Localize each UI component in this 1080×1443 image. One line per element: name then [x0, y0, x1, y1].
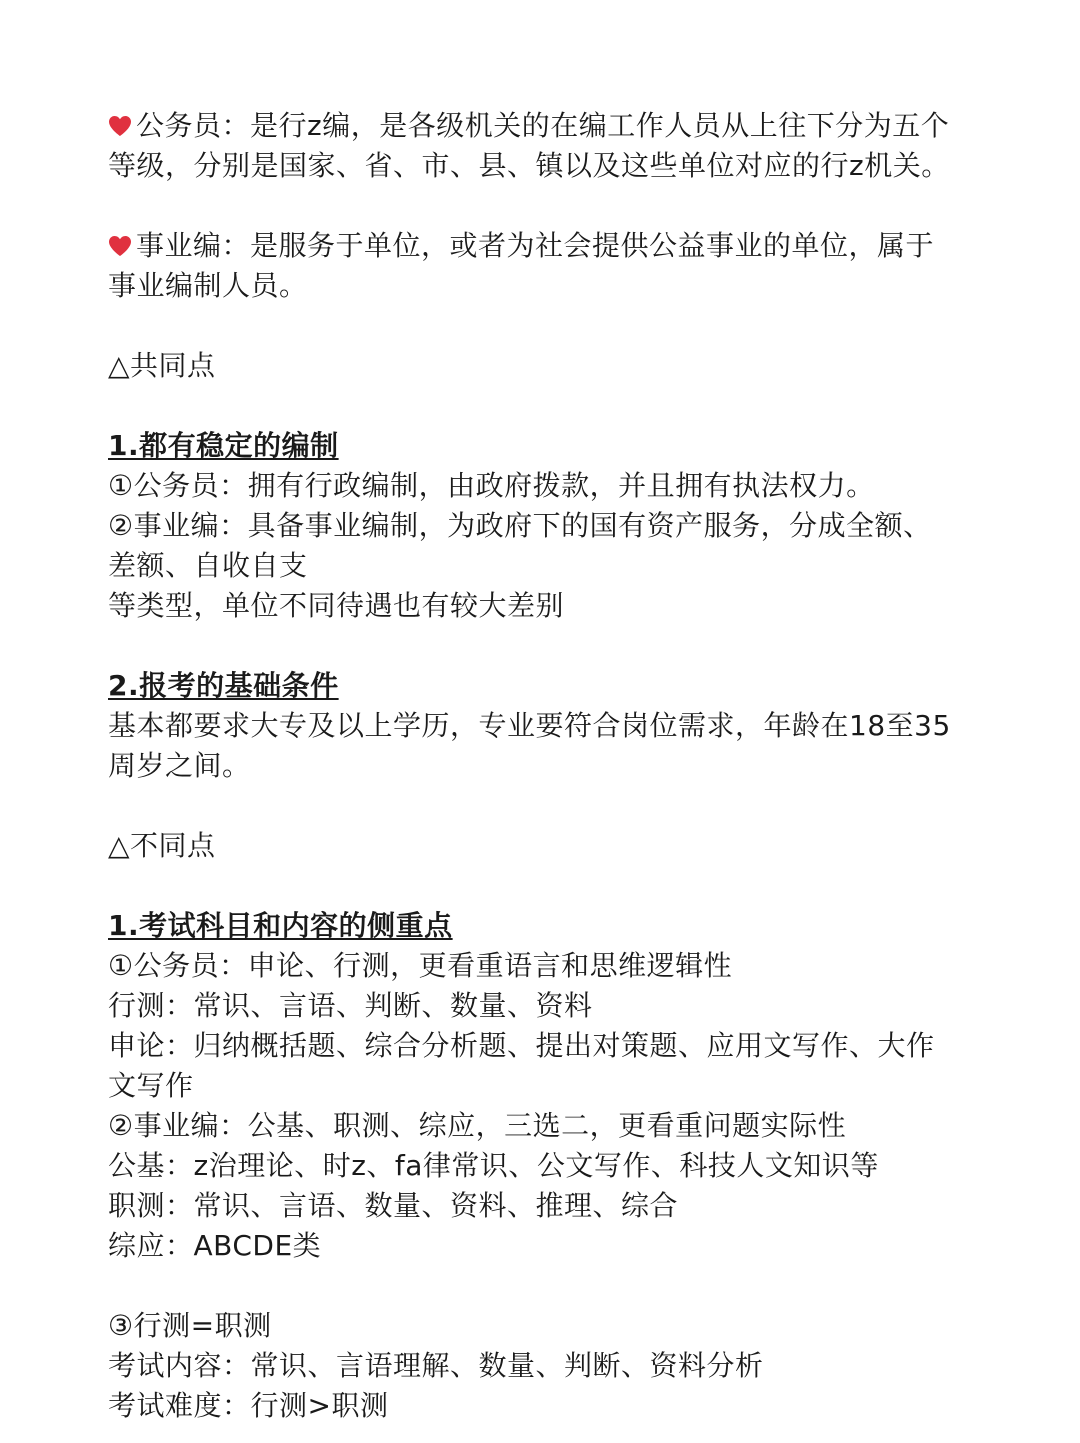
diff-3-line: 考试难度：行测>职测	[108, 1389, 389, 1422]
civil-servant-line-2: 等级，分别是国家、省、市、县、镇以及这些单位对应的行z机关。	[108, 149, 950, 182]
public-institution-text-1: 事业编：是服务于单位，或者为社会提供公益事业的单位，属于	[136, 229, 935, 262]
diff-1-line: 文写作	[108, 1069, 194, 1102]
public-institution-line-1	[108, 226, 978, 266]
heart-icon	[108, 235, 132, 257]
diff-3-line: ③行测=职测	[108, 1309, 272, 1342]
common-1-line: 差额、自收自支	[108, 549, 308, 582]
diff-1-line: 行测：常识、言语、判断、数量、资料	[108, 989, 593, 1022]
common-1-line: 等类型，单位不同待遇也有较大差别	[108, 589, 565, 622]
common-1-line: ②事业编：具备事业编制，为政府下的国有资产服务，分成全额、	[108, 509, 932, 542]
common-2-line: 基本都要求大专及以上学历，专业要符合岗位需求，年龄在18至35	[108, 709, 951, 742]
differences-title: △不同点	[108, 829, 216, 862]
civil-servant-line-1	[108, 106, 978, 146]
diff-1-line: ②事业编：公基、职测、综应，三选二，更看重问题实际性	[108, 1109, 847, 1142]
diff-1-line: ①公务员：申论、行测，更看重语言和思维逻辑性	[108, 949, 733, 982]
diff-heading-1: 1.考试科目和内容的侧重点	[108, 909, 453, 942]
diff-1-line: 职测：常识、言语、数量、资料、推理、综合	[108, 1189, 679, 1222]
common-heading-2: 2.报考的基础条件	[108, 669, 339, 702]
common-heading-1: 1.都有稳定的编制	[108, 429, 339, 462]
diff-3-line: 考试内容：常识、言语理解、数量、判断、资料分析	[108, 1349, 764, 1382]
diff-1-line: 申论：归纳概括题、综合分析题、提出对策题、应用文写作、大作	[108, 1029, 935, 1062]
civil-servant-text-1: 公务员：是行z编，是各级机关的在编工作人员从上往下分为五个	[136, 109, 950, 142]
public-institution-line-2: 事业编制人员。	[108, 269, 308, 302]
document-body	[108, 106, 978, 1426]
diff-1-line: 公基：z治理论、时z、fa律常识、公文写作、科技人文知识等	[108, 1149, 879, 1182]
common-points-title: △共同点	[108, 349, 216, 382]
diff-1-line: 综应：ABCDE类	[108, 1229, 322, 1262]
common-2-line: 周岁之间。	[108, 749, 251, 782]
heart-icon	[108, 115, 132, 137]
common-1-line: ①公务员：拥有行政编制，由政府拨款，并且拥有执法权力。	[108, 469, 875, 502]
